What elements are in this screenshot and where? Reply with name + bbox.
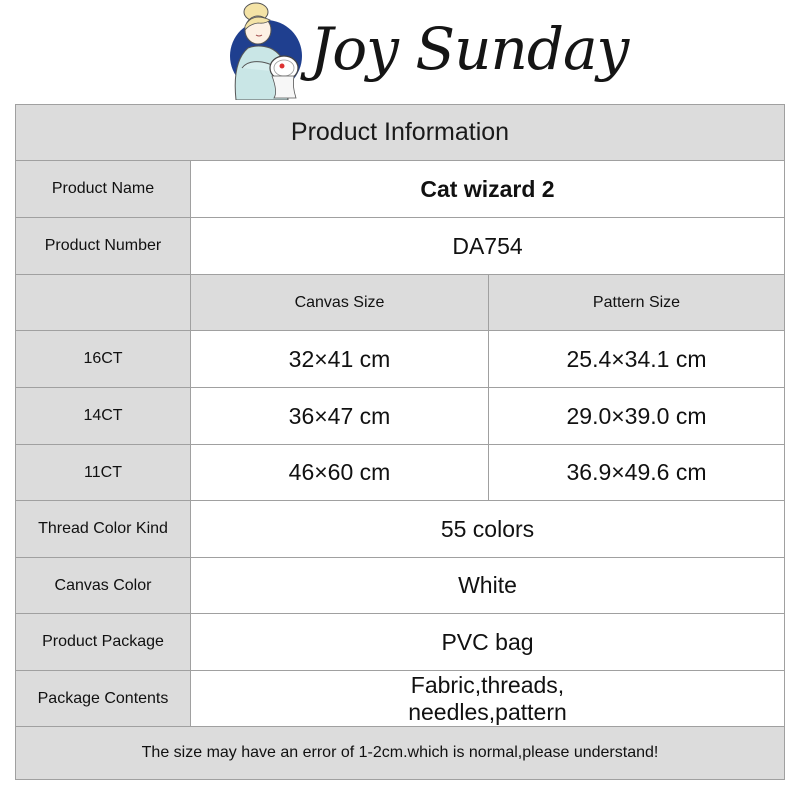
thread-color-kind-label: Thread Color Kind xyxy=(16,501,191,558)
pattern-size-value: 36.9×49.6 cm xyxy=(489,445,784,501)
package-contents-value xyxy=(191,671,784,727)
size-row-count: 11CT xyxy=(16,445,191,501)
product-number-label: Product Number xyxy=(16,218,191,275)
canvas-size-value: 46×60 cm xyxy=(191,445,489,501)
product-number-value: DA754 xyxy=(191,218,784,275)
embroidering-woman-logo-icon xyxy=(222,2,306,100)
canvas-color-label: Canvas Color xyxy=(16,558,191,614)
package-contents-label: Package Contents xyxy=(16,671,191,727)
size-error-note: The size may have an error of 1-2cm.which is normal,please understand! xyxy=(16,727,784,779)
size-header-blank xyxy=(16,275,191,331)
size-row-count: 16CT xyxy=(16,331,191,388)
product-package-value: PVC bag xyxy=(191,614,784,671)
pattern-size-value: 25.4×34.1 cm xyxy=(489,331,784,388)
package-contents-line: Fabric,threads, xyxy=(410,671,565,698)
thread-color-kind-value: 55 colors xyxy=(191,501,784,558)
size-row-count: 14CT xyxy=(16,388,191,445)
product-information-table xyxy=(15,104,785,780)
canvas-size-header: Canvas Size xyxy=(191,275,489,331)
table-title: Product Information xyxy=(16,105,784,161)
product-name-label: Product Name xyxy=(16,161,191,218)
pattern-size-header: Pattern Size xyxy=(489,275,784,331)
canvas-size-value: 32×41 cm xyxy=(191,331,489,388)
canvas-size-value: 36×47 cm xyxy=(191,388,489,445)
canvas-color-value: White xyxy=(191,558,784,614)
package-contents-line: needles,pattern xyxy=(408,698,567,725)
header xyxy=(0,0,800,100)
pattern-size-value: 29.0×39.0 cm xyxy=(489,388,784,445)
product-name-value: Cat wizard 2 xyxy=(191,161,784,218)
brand-name: Joy Sunday xyxy=(310,15,629,83)
product-package-label: Product Package xyxy=(16,614,191,671)
